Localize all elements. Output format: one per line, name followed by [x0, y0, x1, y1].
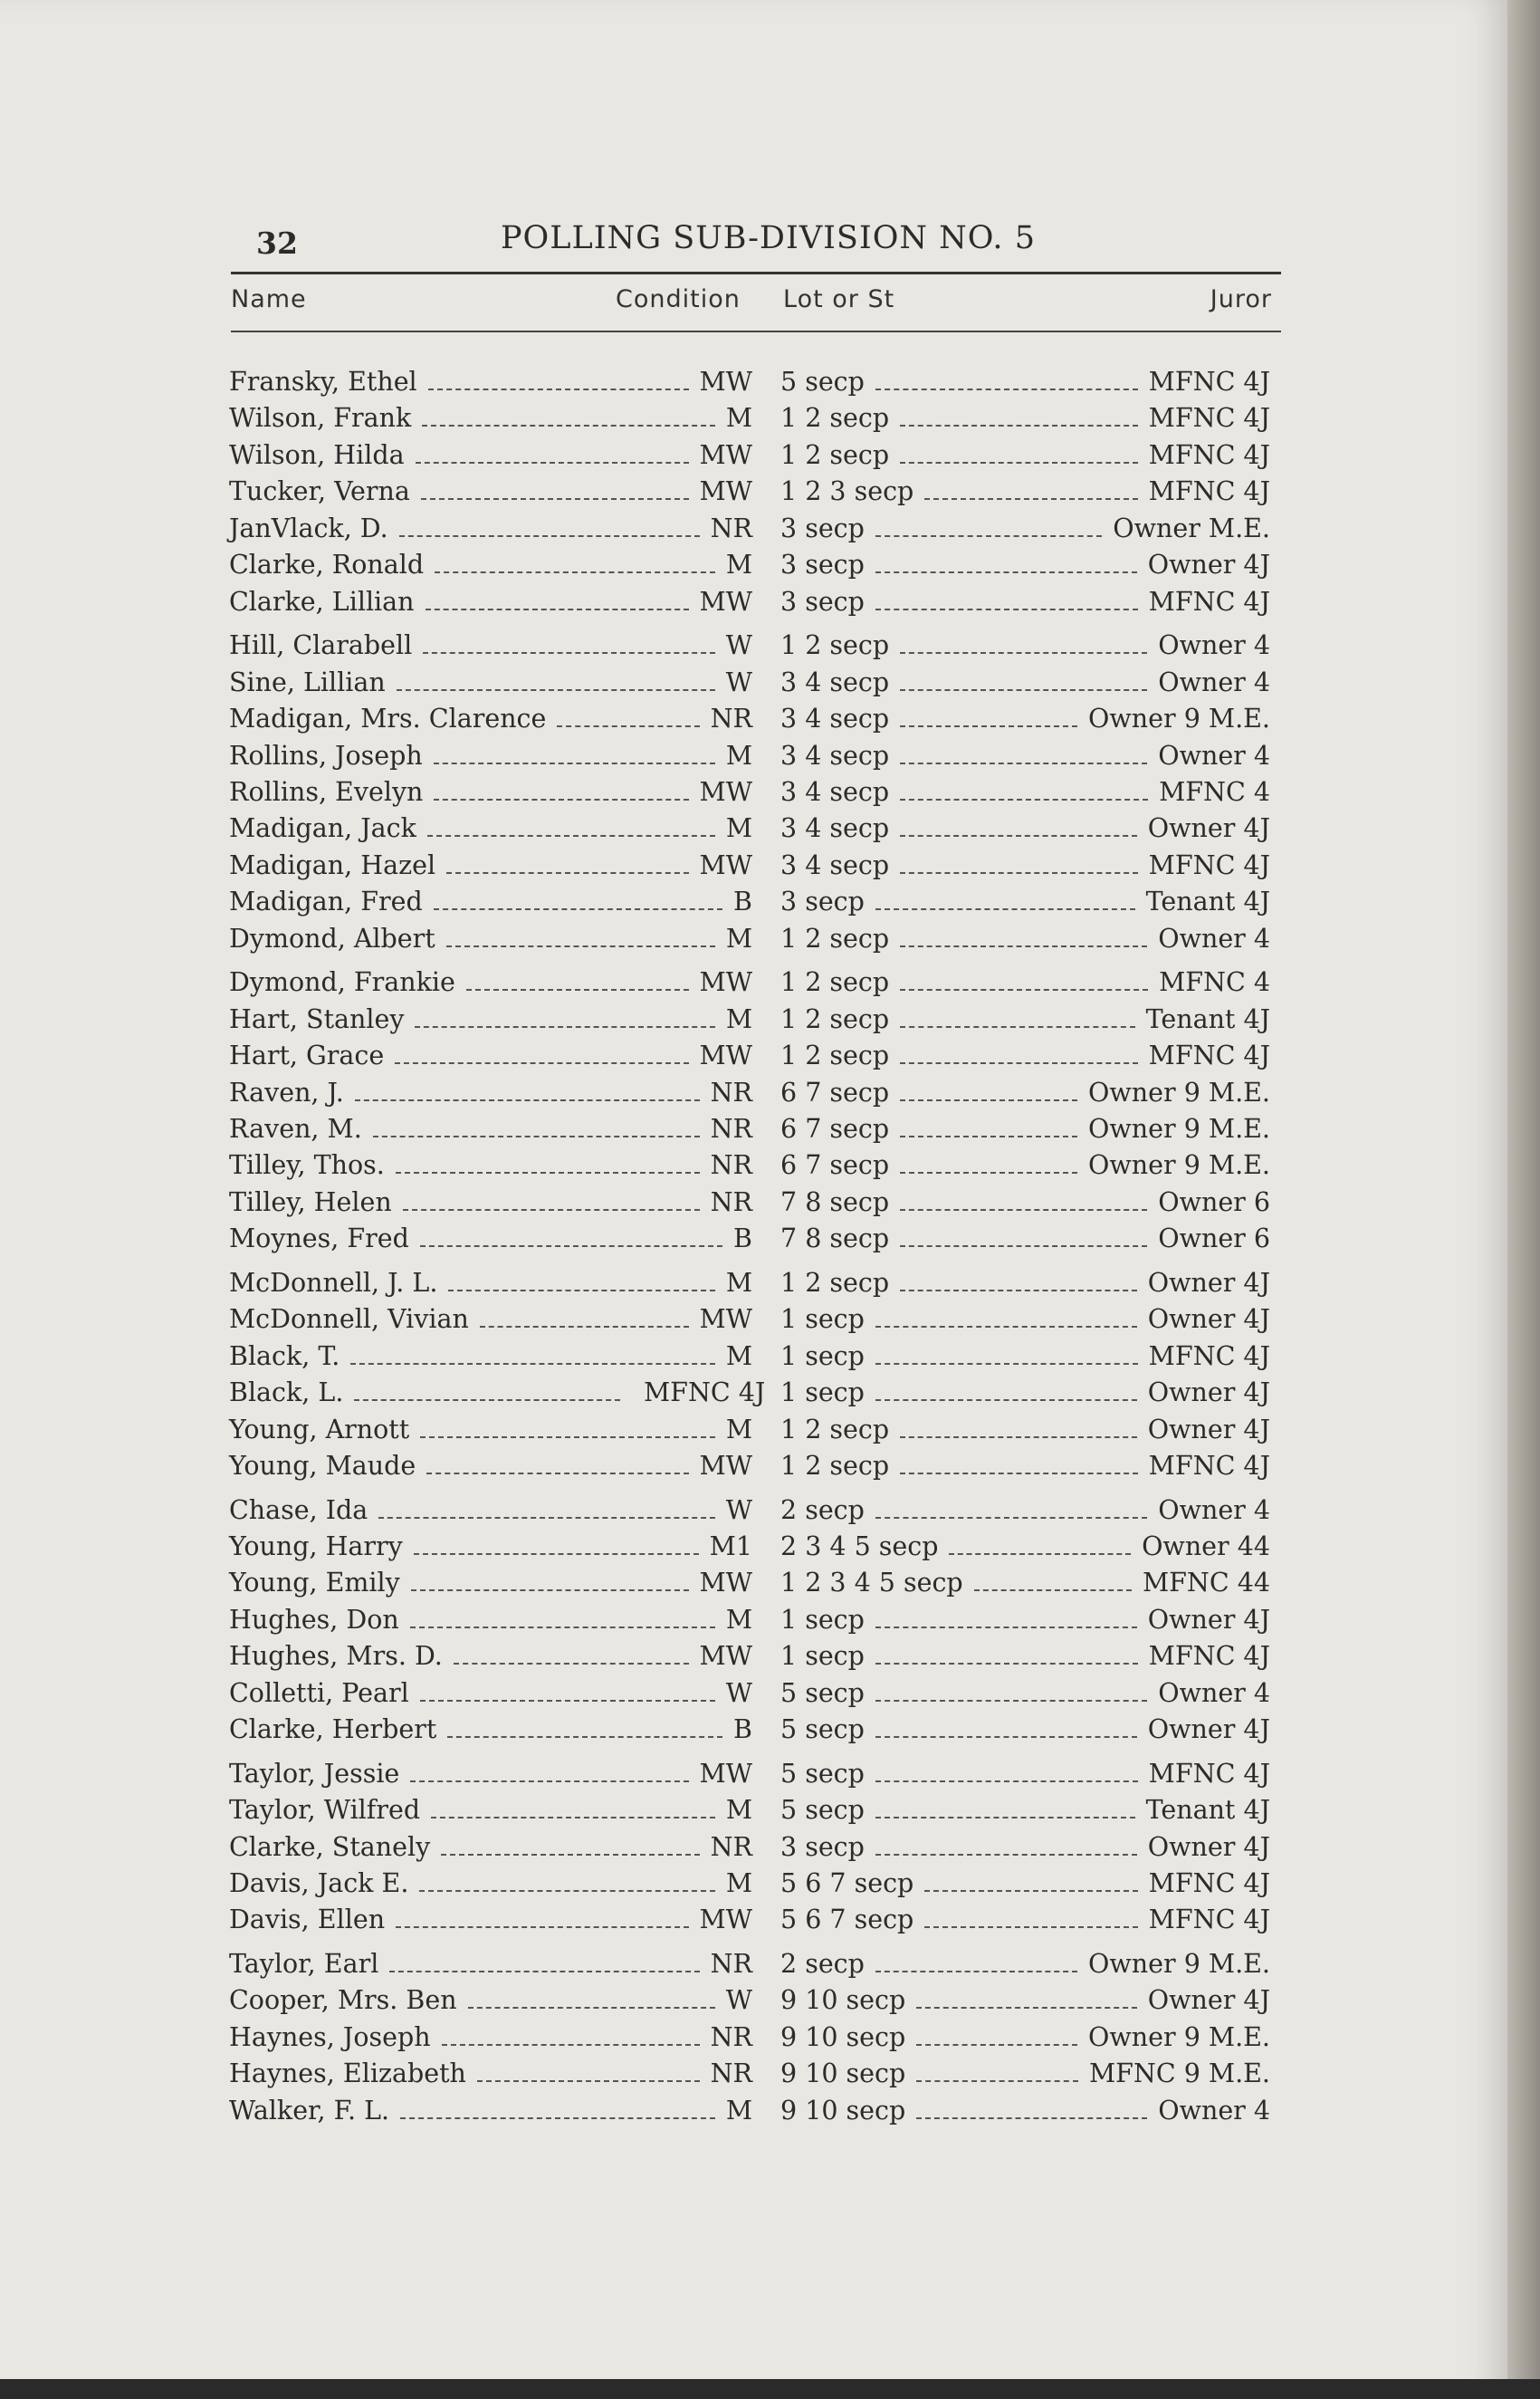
- voter-name: Haynes, Elizabeth: [229, 2058, 466, 2089]
- voter-name: Tilley, Thos.: [229, 1150, 385, 1181]
- page-title: POLLING SUB-DIVISION NO. 5: [501, 220, 1036, 256]
- lot-cell: 3 4 secp: [780, 704, 890, 734]
- lot-cell: 1 2 secp: [780, 1003, 890, 1034]
- condition-cell: MFNC 4J: [644, 1377, 766, 1408]
- juror-cell: MFNC 4J: [1148, 367, 1270, 397]
- condition-cell: MW: [699, 1568, 752, 1598]
- condition-cell: W: [725, 630, 752, 661]
- condition-cell: W: [725, 667, 752, 697]
- voter-name: Chase, Ida: [229, 1494, 368, 1525]
- juror-cell: MFNC 4J: [1148, 1868, 1270, 1898]
- condition-cell: W: [725, 1677, 752, 1708]
- leader-dots: [900, 1099, 1077, 1101]
- voter-name: Madigan, Hazel: [229, 849, 436, 880]
- condition-cell: NR: [710, 513, 752, 543]
- voter-name: Davis, Ellen: [229, 1905, 386, 1935]
- juror-cell: Owner 4J: [1147, 1304, 1270, 1335]
- column-header-rule: [231, 331, 1281, 332]
- condition-cell: MW: [699, 439, 752, 470]
- voter-name: Rollins, Evelyn: [229, 776, 424, 807]
- juror-cell: Tenant 4J: [1145, 1003, 1270, 1034]
- voter-name: Raven, J.: [229, 1077, 344, 1108]
- voter-name: Taylor, Earl: [229, 1948, 379, 1979]
- voter-name: Dymond, Albert: [229, 923, 435, 954]
- table-row: [0, 1448, 1507, 1484]
- lot-cell: 1 2 secp: [780, 1267, 890, 1298]
- voter-name: Wilson, Hilda: [229, 439, 405, 470]
- lot-cell: 1 2 secp: [780, 967, 890, 998]
- lot-cell: 5 secp: [780, 1714, 865, 1745]
- lot-cell: 3 4 secp: [780, 667, 890, 697]
- leader-dots: [875, 389, 1138, 390]
- voter-name: McDonnell, Vivian: [229, 1304, 469, 1335]
- juror-cell: MFNC 4: [1159, 967, 1270, 998]
- table-row: [0, 774, 1507, 811]
- table-row: [0, 1147, 1507, 1184]
- leader-dots: [900, 763, 1147, 764]
- juror-cell: MFNC 4J: [1148, 586, 1270, 617]
- condition-cell: NR: [710, 2021, 752, 2052]
- voter-name: Fransky, Ethel: [229, 367, 417, 397]
- leader-dots: [875, 535, 1102, 537]
- condition-cell: M: [725, 2095, 752, 2126]
- voter-name: Raven, M.: [229, 1114, 362, 1144]
- juror-cell: Owner 6: [1158, 1186, 1270, 1217]
- voter-name: Wilson, Frank: [229, 403, 412, 434]
- lot-cell: 5 secp: [780, 1677, 865, 1708]
- condition-cell: MW: [699, 1641, 752, 1672]
- column-headers: [231, 285, 1272, 321]
- table-row: [0, 1866, 1507, 1902]
- voter-name: McDonnell, J. L.: [229, 1267, 438, 1298]
- voter-name: Dymond, Frankie: [229, 967, 455, 998]
- table-row: [0, 1221, 1507, 1257]
- lot-cell: 5 6 7 secp: [780, 1868, 914, 1898]
- condition-cell: NR: [710, 2058, 752, 2089]
- lot-cell: 5 secp: [780, 367, 865, 397]
- table-row: [0, 364, 1507, 400]
- voter-name: Young, Maude: [229, 1451, 416, 1482]
- leader-dots: [924, 1890, 1137, 1892]
- leader-dots: [924, 498, 1137, 500]
- table-row: [0, 1902, 1507, 1938]
- voter-name: Colletti, Pearl: [229, 1677, 409, 1708]
- condition-cell: MW: [699, 1758, 752, 1789]
- voter-name: Clarke, Ronald: [229, 550, 425, 581]
- table-row: [0, 547, 1507, 583]
- juror-cell: Owner 4: [1158, 1494, 1270, 1525]
- condition-cell: B: [733, 887, 752, 917]
- lot-cell: 6 7 secp: [780, 1150, 890, 1181]
- lot-cell: 1 secp: [780, 1641, 865, 1672]
- table-row: [0, 1675, 1507, 1712]
- voter-name: Hughes, Mrs. D.: [229, 1641, 443, 1672]
- table-row: [0, 1002, 1507, 1038]
- condition-cell: NR: [710, 1077, 752, 1108]
- lot-cell: 6 7 secp: [780, 1077, 890, 1108]
- condition-cell: M: [725, 1604, 752, 1635]
- juror-cell: Owner 4J: [1147, 550, 1270, 581]
- lot-cell: 1 2 secp: [780, 1414, 890, 1444]
- table-row: [0, 1412, 1507, 1448]
- voter-name: Clarke, Stanely: [229, 1831, 431, 1862]
- leader-dots: [900, 652, 1147, 654]
- juror-cell: MFNC 9 M.E.: [1088, 2058, 1270, 2089]
- condition-cell: MW: [699, 776, 752, 807]
- scan-bottom-edge: [0, 2379, 1540, 2399]
- voter-name: JanVlack, D.: [229, 513, 388, 543]
- lot-cell: 7 8 secp: [780, 1186, 890, 1217]
- condition-cell: MW: [699, 367, 752, 397]
- table-row: [0, 2056, 1507, 2092]
- condition-cell: W: [725, 1494, 752, 1525]
- voter-name: Hart, Grace: [229, 1041, 385, 1071]
- leader-dots: [916, 2007, 1137, 2009]
- table-row: [0, 511, 1507, 547]
- lot-cell: 1 secp: [780, 1604, 865, 1635]
- condition-cell: M: [725, 1267, 752, 1298]
- table-row: [0, 1982, 1507, 2019]
- lot-cell: 1 secp: [780, 1377, 865, 1408]
- condition-cell: M: [725, 813, 752, 844]
- leader-dots: [875, 571, 1137, 573]
- table-row: [0, 848, 1507, 884]
- lot-cell: 2 3 4 5 secp: [780, 1531, 939, 1561]
- table-row: [0, 1265, 1507, 1301]
- table-row: [0, 811, 1507, 847]
- table-row: [0, 1301, 1507, 1338]
- condition-cell: M: [725, 1414, 752, 1444]
- voter-name: Young, Harry: [229, 1531, 403, 1561]
- leader-dots: [354, 1399, 619, 1401]
- leader-dots: [916, 2117, 1147, 2119]
- table-row: [0, 1529, 1507, 1565]
- table-row: [0, 1946, 1507, 1982]
- leader-dots: [875, 1663, 1138, 1665]
- juror-cell: MFNC 4J: [1148, 439, 1270, 470]
- voter-name: Clarke, Lillian: [229, 586, 415, 617]
- condition-cell: M: [725, 1795, 752, 1826]
- leader-dots: [900, 1136, 1077, 1137]
- juror-cell: Owner 4J: [1147, 813, 1270, 844]
- table-row: [0, 701, 1507, 737]
- lot-cell: 7 8 secp: [780, 1223, 890, 1254]
- condition-cell: MW: [699, 1041, 752, 1071]
- juror-cell: Owner 4J: [1147, 1414, 1270, 1444]
- lot-cell: 1 2 secp: [780, 630, 890, 661]
- juror-cell: MFNC 4J: [1148, 1340, 1270, 1371]
- table-row: [0, 1075, 1507, 1111]
- voter-name: Tilley, Helen: [229, 1186, 392, 1217]
- condition-cell: MW: [699, 1451, 752, 1482]
- table-row: [0, 2020, 1507, 2056]
- column-header-condition: Condition: [616, 285, 741, 313]
- leader-dots: [900, 1026, 1134, 1028]
- leader-dots: [900, 1473, 1138, 1474]
- voter-name: Young, Arnott: [229, 1414, 410, 1444]
- condition-cell: MW: [699, 586, 752, 617]
- leader-dots: [974, 1589, 1132, 1591]
- condition-cell: NR: [710, 704, 752, 734]
- voter-name: Hill, Clarabell: [229, 630, 413, 661]
- leader-dots: [900, 689, 1147, 691]
- condition-cell: M: [725, 403, 752, 434]
- table-row: [0, 628, 1507, 664]
- leader-dots: [900, 462, 1138, 464]
- juror-cell: Owner 9 M.E.: [1088, 1077, 1270, 1108]
- leader-dots: [900, 872, 1138, 874]
- condition-cell: NR: [710, 1186, 752, 1217]
- lot-cell: 1 secp: [780, 1304, 865, 1335]
- juror-cell: Owner 9 M.E.: [1088, 1948, 1270, 1979]
- leader-dots: [875, 1817, 1135, 1818]
- juror-cell: MFNC 4J: [1148, 476, 1270, 507]
- juror-cell: Owner 9 M.E.: [1088, 704, 1270, 734]
- juror-cell: Owner 4J: [1147, 1604, 1270, 1635]
- leader-dots: [875, 1326, 1137, 1328]
- table-row: [0, 584, 1507, 620]
- table-row: [0, 921, 1507, 957]
- juror-cell: Owner 4: [1158, 1677, 1270, 1708]
- voter-name: Madigan, Fred: [229, 887, 423, 917]
- leader-dots: [900, 425, 1138, 427]
- table-row: [0, 1756, 1507, 1792]
- lot-cell: 3 4 secp: [780, 813, 890, 844]
- condition-cell: M: [725, 550, 752, 581]
- lot-cell: 6 7 secp: [780, 1114, 890, 1144]
- voter-name: Hart, Stanley: [229, 1003, 405, 1034]
- leader-dots: [900, 1436, 1137, 1438]
- juror-cell: MFNC 4J: [1148, 1451, 1270, 1482]
- lot-cell: 3 secp: [780, 1831, 865, 1862]
- table-row: [0, 1185, 1507, 1221]
- voter-name: Cooper, Mrs. Ben: [229, 1985, 457, 2016]
- voter-name: Rollins, Joseph: [229, 740, 423, 771]
- juror-cell: Owner 4J: [1147, 1831, 1270, 1862]
- lot-cell: 1 secp: [780, 1340, 865, 1371]
- lot-cell: 1 2 3 secp: [780, 476, 914, 507]
- table-row: [0, 1829, 1507, 1866]
- page-number: 32: [256, 226, 298, 261]
- voter-name: Black, L.: [229, 1377, 344, 1408]
- juror-cell: Owner M.E.: [1113, 513, 1270, 543]
- lot-cell: 1 2 secp: [780, 1041, 890, 1071]
- table-row: [0, 2093, 1507, 2129]
- condition-cell: W: [725, 1985, 752, 2016]
- juror-cell: Owner 4J: [1147, 1267, 1270, 1298]
- juror-cell: MFNC 4J: [1148, 1641, 1270, 1672]
- page-edge-shadow: [1507, 0, 1540, 2399]
- table-row: [0, 738, 1507, 774]
- voter-name: Davis, Jack E.: [229, 1868, 409, 1898]
- leader-dots: [900, 835, 1137, 837]
- leader-dots: [900, 945, 1147, 947]
- juror-cell: Owner 44: [1142, 1531, 1270, 1561]
- juror-cell: Owner 4: [1158, 667, 1270, 697]
- leader-dots: [900, 725, 1077, 727]
- juror-cell: Owner 9 M.E.: [1088, 1150, 1270, 1181]
- condition-cell: NR: [710, 1831, 752, 1862]
- table-row: [0, 1712, 1507, 1748]
- condition-cell: M: [725, 740, 752, 771]
- leader-dots: [916, 2044, 1077, 2046]
- voter-name: Black, T.: [229, 1340, 340, 1371]
- juror-cell: MFNC 4J: [1148, 1905, 1270, 1935]
- leader-dots: [875, 1399, 1137, 1401]
- leader-dots: [900, 1290, 1137, 1291]
- leader-dots: [900, 1245, 1147, 1247]
- column-header-juror: Juror: [1210, 285, 1272, 313]
- table-row: [0, 1492, 1507, 1529]
- leader-dots: [916, 2080, 1078, 2082]
- lot-cell: 3 4 secp: [780, 776, 890, 807]
- condition-cell: NR: [710, 1150, 752, 1181]
- leader-dots: [875, 1700, 1147, 1702]
- voter-name: Young, Emily: [229, 1568, 400, 1598]
- juror-cell: Tenant 4J: [1145, 887, 1270, 917]
- condition-cell: B: [733, 1714, 752, 1745]
- leader-dots: [875, 908, 1135, 910]
- juror-cell: MFNC 4J: [1148, 403, 1270, 434]
- juror-cell: Owner 4J: [1147, 1985, 1270, 2016]
- juror-cell: Tenant 4J: [1145, 1795, 1270, 1826]
- table-row: [0, 1792, 1507, 1828]
- lot-cell: 9 10 secp: [780, 2095, 906, 2126]
- lot-cell: 5 secp: [780, 1758, 865, 1789]
- lot-cell: 2 secp: [780, 1948, 865, 1979]
- lot-cell: 3 secp: [780, 513, 865, 543]
- voter-name: Clarke, Herbert: [229, 1714, 437, 1745]
- leader-dots: [875, 1971, 1077, 1972]
- lot-cell: 5 6 7 secp: [780, 1905, 914, 1935]
- leader-dots: [875, 1627, 1137, 1628]
- condition-cell: MW: [699, 476, 752, 507]
- condition-cell: MW: [699, 1304, 752, 1335]
- voter-name: Taylor, Jessie: [229, 1758, 400, 1789]
- leader-dots: [875, 1517, 1147, 1519]
- leader-dots: [949, 1553, 1131, 1555]
- page-header: [256, 220, 1270, 265]
- condition-cell: NR: [710, 1114, 752, 1144]
- table-row: [0, 1638, 1507, 1675]
- condition-cell: M1: [709, 1531, 752, 1561]
- table-row: [0, 1602, 1507, 1638]
- table-row: [0, 884, 1507, 920]
- juror-cell: Owner 4J: [1147, 1377, 1270, 1408]
- leader-dots: [900, 1062, 1138, 1064]
- voter-name: Madigan, Jack: [229, 813, 416, 844]
- table-row: [0, 400, 1507, 437]
- lot-cell: 3 secp: [780, 887, 865, 917]
- condition-cell: M: [725, 923, 752, 954]
- voter-name: Tucker, Verna: [229, 476, 410, 507]
- voter-name: Sine, Lillian: [229, 667, 386, 697]
- juror-cell: MFNC 4J: [1148, 1041, 1270, 1071]
- juror-cell: MFNC 4J: [1148, 849, 1270, 880]
- leader-dots: [924, 1926, 1137, 1928]
- table-row: [0, 1339, 1507, 1375]
- voter-name: Walker, F. L.: [229, 2095, 390, 2126]
- column-header-name: Name: [231, 285, 307, 313]
- voter-name: Taylor, Wilfred: [229, 1795, 421, 1826]
- juror-cell: MFNC 4J: [1148, 1758, 1270, 1789]
- leader-dots: [875, 1736, 1137, 1738]
- voter-name: Moynes, Fred: [229, 1223, 409, 1254]
- table-row: [0, 964, 1507, 1001]
- leader-dots: [875, 1854, 1137, 1856]
- juror-cell: Owner 9 M.E.: [1088, 2021, 1270, 2052]
- condition-cell: M: [725, 1868, 752, 1898]
- juror-cell: Owner 4J: [1147, 1714, 1270, 1745]
- lot-cell: 3 4 secp: [780, 849, 890, 880]
- header-rule: [231, 272, 1281, 274]
- condition-cell: M: [725, 1340, 752, 1371]
- table-row: [0, 665, 1507, 701]
- table-row: [0, 474, 1507, 510]
- column-header-lot: Lot or St: [783, 285, 895, 313]
- juror-cell: Owner 6: [1158, 1223, 1270, 1254]
- lot-cell: 5 secp: [780, 1795, 865, 1826]
- juror-cell: MFNC 4: [1159, 776, 1270, 807]
- lot-cell: 3 secp: [780, 586, 865, 617]
- lot-cell: 9 10 secp: [780, 1985, 906, 2016]
- juror-cell: Owner 4: [1158, 630, 1270, 661]
- lot-cell: 3 4 secp: [780, 740, 890, 771]
- lot-cell: 1 2 secp: [780, 1451, 890, 1482]
- leader-dots: [875, 1780, 1138, 1782]
- lot-cell: 1 2 secp: [780, 439, 890, 470]
- leader-dots: [900, 1209, 1147, 1211]
- condition-cell: M: [725, 1003, 752, 1034]
- condition-cell: MW: [699, 849, 752, 880]
- table-row: [0, 1038, 1507, 1074]
- lot-cell: 1 2 3 4 5 secp: [780, 1568, 963, 1598]
- lot-cell: 1 2 secp: [780, 403, 890, 434]
- juror-cell: MFNC 44: [1142, 1568, 1270, 1598]
- voter-name: Haynes, Joseph: [229, 2021, 431, 2052]
- juror-cell: Owner 4: [1158, 740, 1270, 771]
- condition-cell: MW: [699, 967, 752, 998]
- juror-cell: Owner 9 M.E.: [1088, 1114, 1270, 1144]
- table-row: [0, 1375, 1507, 1411]
- table-row: [0, 1565, 1507, 1601]
- leader-dots: [875, 1363, 1138, 1365]
- condition-cell: B: [733, 1223, 752, 1254]
- leader-dots: [900, 1172, 1077, 1174]
- condition-cell: MW: [699, 1905, 752, 1935]
- lot-cell: 9 10 secp: [780, 2058, 906, 2089]
- juror-cell: Owner 4: [1158, 2095, 1270, 2126]
- leader-dots: [900, 989, 1148, 991]
- lot-cell: 9 10 secp: [780, 2021, 906, 2052]
- table-row: [0, 437, 1507, 474]
- lot-cell: 3 secp: [780, 550, 865, 581]
- table-row: [0, 1111, 1507, 1147]
- lot-cell: 1 2 secp: [780, 923, 890, 954]
- leader-dots: [875, 609, 1138, 610]
- condition-cell: NR: [710, 1948, 752, 1979]
- voter-name: Madigan, Mrs. Clarence: [229, 704, 547, 734]
- lot-cell: 2 secp: [780, 1494, 865, 1525]
- juror-cell: Owner 4: [1158, 923, 1270, 954]
- voter-name: Hughes, Don: [229, 1604, 399, 1635]
- leader-dots: [900, 799, 1148, 801]
